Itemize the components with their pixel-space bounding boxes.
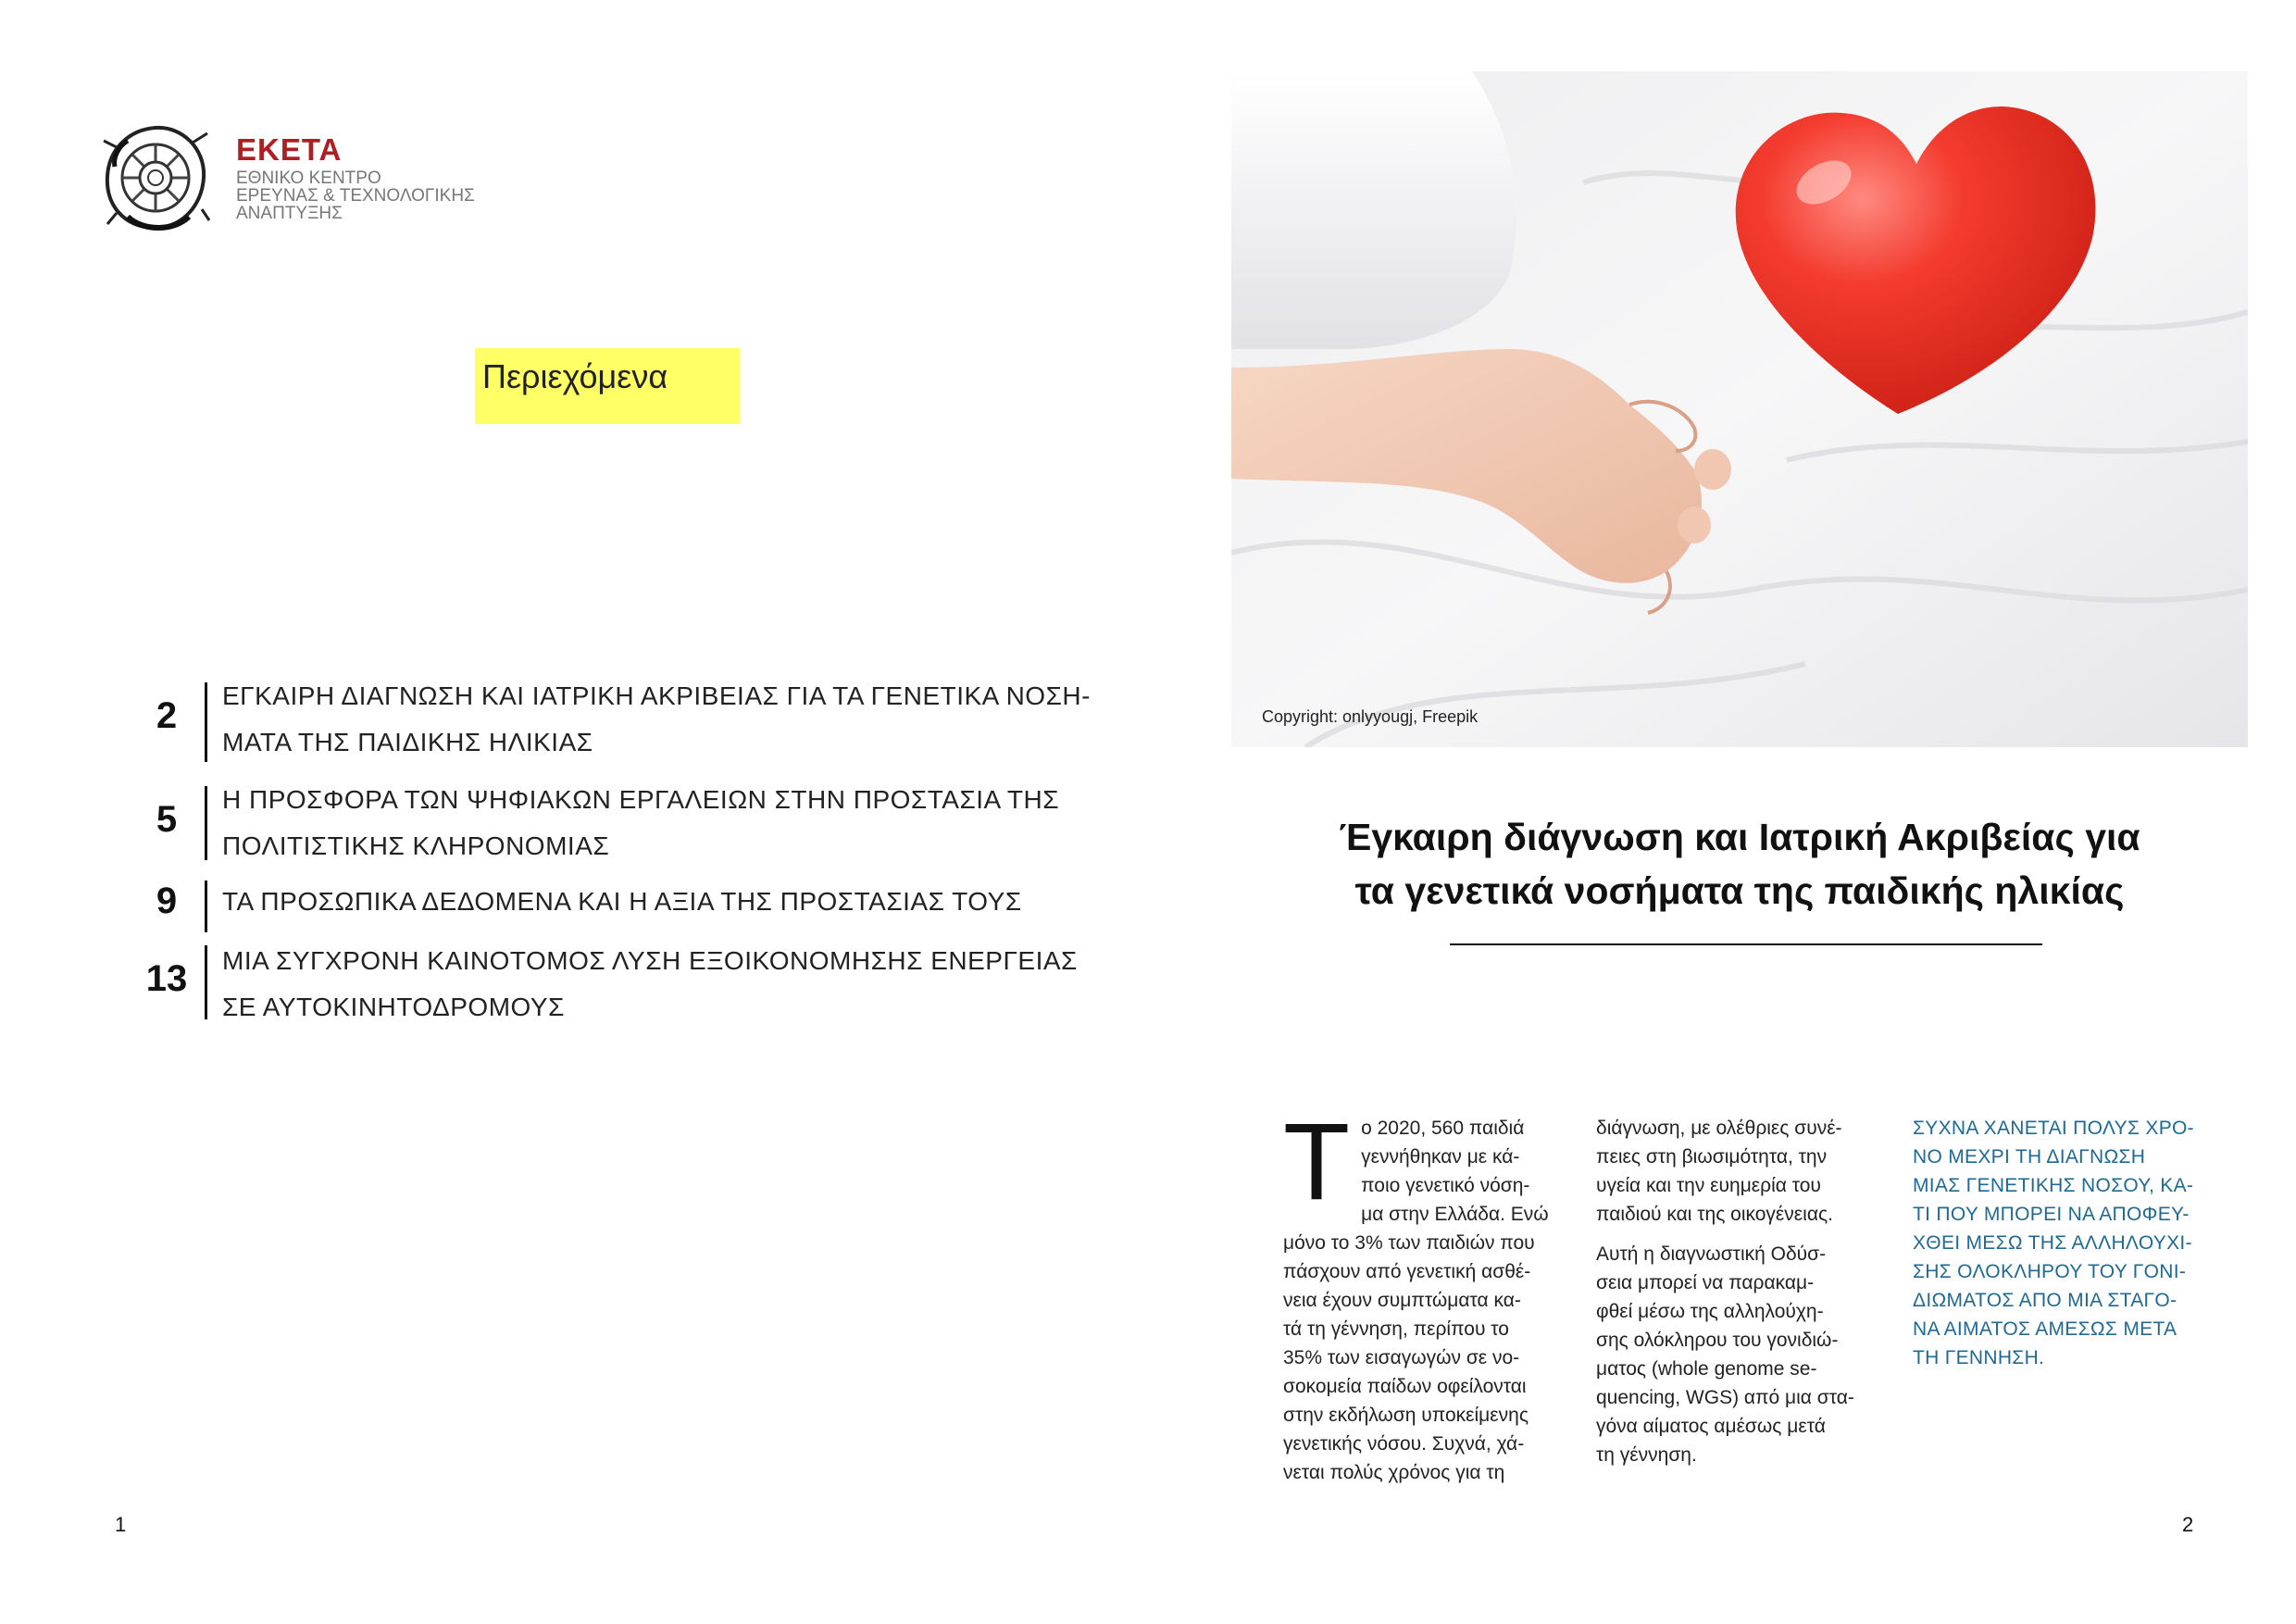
- article-line: σης ολόκληρου του γονιδιώ-: [1596, 1330, 1839, 1351]
- article-line: γενετικής νόσου. Συχνά, χά-: [1283, 1433, 1525, 1455]
- pull-quote-line: ΣΗΣ ΟΛΟΚΛΗΡΟΥ ΤΟΥ ΓΟΝΙ-: [1913, 1261, 2187, 1282]
- article-line: μα στην Ελλάδα. Ενώ: [1361, 1204, 1549, 1225]
- logo-line-3: ΑΝΑΠΤΥΞΗΣ: [236, 204, 343, 223]
- toc-entry-line-1: Η ΠΡΟΣΦΟΡΑ ΤΩΝ ΨΗΦΙΑΚΩΝ ΕΡΓΑΛΕΙΩΝ ΣΤΗΝ ΠΡΟΣΤΑΣΙΑ ΤΗΣ: [222, 785, 1060, 814]
- toc-item[interactable]: [130, 938, 1092, 1031]
- article-line: ματος (whole genome se-: [1596, 1358, 1817, 1380]
- toc-entry-line-2: ΠΟΛΙΤΙΣΤΙΚΗΣ ΚΛΗΡΟΝΟΜΙΑΣ: [222, 831, 610, 860]
- toc-entry-text: [222, 777, 1111, 869]
- toc-divider: [205, 682, 207, 762]
- article-line: υγεία και την ευημερία του: [1596, 1175, 1821, 1196]
- article-line: μόνο το 3% των παιδιών που: [1283, 1232, 1535, 1254]
- toc-page-number: 2: [156, 695, 178, 736]
- toc-divider: [205, 786, 207, 860]
- toc-entry-text: [222, 938, 1111, 1031]
- toc-entry-line-2: ΣΕ ΑΥΤΟΚΙΝΗΤΟΔΡΟΜΟΥΣ: [222, 993, 565, 1021]
- toc-entry-text: [222, 673, 1111, 766]
- article-line: φθεί μέσω της αλληλούχη-: [1596, 1301, 1824, 1322]
- toc-page-number: 13: [145, 958, 188, 999]
- article-column-2: [1596, 1114, 1872, 1480]
- article-line: στην εκδήλωση υποκείμενης: [1283, 1405, 1529, 1426]
- pull-quote-line: ΝΑ ΑΙΜΑΤΟΣ ΑΜΕΣΩΣ ΜΕΤΑ: [1913, 1318, 2177, 1340]
- article-paragraph: [1596, 1114, 1872, 1229]
- headline-line-2: τα γενετικά νοσήματα της παιδικής ηλικίας: [1354, 869, 2125, 912]
- toc-entry-line-2: ΜΑΤΑ ΤΗΣ ΠΑΙΔΙΚΗΣ ΗΛΙΚΙΑΣ: [222, 728, 593, 756]
- headline-rule: [1450, 943, 2042, 945]
- photo-credit: Copyright: onlyyougj, Freepik: [1262, 707, 1479, 726]
- article-line: σοκομεία παίδων οφείλονται: [1283, 1376, 1527, 1397]
- article-headline: [1231, 810, 2248, 918]
- baby-hand-heart-image: [1231, 71, 2248, 747]
- article-column-1: [1283, 1101, 1554, 1487]
- article-line: νεια έχουν συμπτώματα κα-: [1283, 1290, 1521, 1311]
- article-line: σεια μπορεί να παρακαμ-: [1596, 1272, 1815, 1293]
- article-line: τη γέννηση.: [1596, 1444, 1697, 1466]
- toc-entry-line-1: ΜΙΑ ΣΥΓΧΡΟΝΗ ΚΑΙΝΟΤΟΜΟΣ ΛΥΣΗ ΕΞΟΙΚΟΝΟΜΗΣΗΣ ΕΝΕΡΓΕΙΑΣ: [222, 946, 1078, 975]
- pull-quote-line: ΤΗ ΓΕΝΝΗΣΗ.: [1913, 1347, 2045, 1368]
- article-line: quencing, WGS) από μια στα-: [1596, 1387, 1854, 1408]
- page-number-left: 1: [115, 1513, 127, 1536]
- page-number-right: 2: [2182, 1513, 2194, 1536]
- toc-page-number: 9: [156, 881, 178, 921]
- article-line: γόνα αίματος αμέσως μετά: [1596, 1416, 1826, 1437]
- drop-cap: Τ: [1283, 1101, 1351, 1223]
- article-line: 35% των εισαγωγών σε νο-: [1283, 1347, 1520, 1368]
- toc-entry-text: [222, 879, 1111, 925]
- right-page: [1148, 0, 2296, 1624]
- article-paragraph: [1596, 1240, 1872, 1469]
- toc-entry-line-1: ΕΓΚΑΙΡΗ ΔΙΑΓΝΩΣΗ ΚΑΙ ΙΑΤΡΙΚΗ ΑΚΡΙΒΕΙΑΣ ΓΙΑ ΤΑ ΓΕΝΕΤΙΚΑ ΝΟΣΗ-: [222, 681, 1091, 710]
- pull-quote-line: ΣΥΧΝΑ ΧΑΝΕΤΑΙ ΠΟΛΥΣ ΧΡΟ-: [1913, 1118, 2194, 1139]
- logo-line-1: ΕΘΝΙΚΟ ΚΕΝΤΡΟ: [236, 169, 381, 188]
- toc-item[interactable]: [130, 777, 1092, 869]
- toc-item[interactable]: [130, 879, 1092, 934]
- logo-title: ΕΚΕΤΑ: [236, 132, 343, 167]
- ekita-logo: [100, 120, 489, 241]
- article-line: πειες στη βιωσιμότητα, την: [1596, 1146, 1828, 1168]
- pull-quote-line: ΔΙΩΜΑΤΟΣ ΑΠΟ ΜΙΑ ΣΤΑΓΟ-: [1913, 1290, 2177, 1311]
- headline-line-1: Έγκαιρη διάγνωση και Ιατρική Ακριβείας για: [1339, 816, 2140, 858]
- toc-divider: [205, 945, 207, 1019]
- article-line: Αυτή η διαγνωστική Οδύσ-: [1596, 1243, 1827, 1265]
- pull-quote-line: ΜΙΑΣ ΓΕΝΕΤΙΚΗΣ ΝΟΣΟΥ, ΚΑ-: [1913, 1175, 2194, 1196]
- logo-emblem-icon: [100, 120, 211, 235]
- cover-photo: [1231, 71, 2248, 747]
- article-line: γεννήθηκαν με κά-: [1361, 1146, 1520, 1168]
- toc-divider: [205, 881, 207, 932]
- pull-quote: [1913, 1114, 2218, 1372]
- article-line: τά τη γέννηση, περίπου το: [1283, 1318, 1509, 1340]
- toc-item[interactable]: [130, 673, 1092, 766]
- contents-title: Περιεχόμενα: [475, 348, 740, 424]
- pull-quote-line: ΤΙ ΠΟΥ ΜΠΟΡΕΙ ΝΑ ΑΠΟΦΕΥ-: [1913, 1204, 2190, 1225]
- article-line: ο 2020, 560 παιδιά: [1361, 1118, 1525, 1139]
- article-line: διάγνωση, με ολέθριες συνέ-: [1596, 1118, 1842, 1139]
- article-line: παιδιού και της οικογένειας.: [1596, 1204, 1833, 1225]
- article-line: πάσχουν από γενετική ασθέ-: [1283, 1261, 1531, 1282]
- pull-quote-line: ΝΟ ΜΕΧΡΙ ΤΗ ΔΙΑΓΝΩΣΗ: [1913, 1146, 2146, 1168]
- logo-line-2: ΕΡΕΥΝΑΣ & ΤΕΧΝΟΛΟΓΙΚΗΣ: [236, 186, 475, 206]
- toc-entry-line-1: ΤΑ ΠΡΟΣΩΠΙΚΑ ΔΕΔΟΜΕΝΑ ΚΑΙ Η ΑΞΙΑ ΤΗΣ ΠΡΟΣΤΑΣΙΑΣ ΤΟΥΣ: [222, 887, 1022, 916]
- toc-page-number: 5: [156, 799, 178, 840]
- pull-quote-line: ΧΘΕΙ ΜΕΣΩ ΤΗΣ ΑΛΛΗΛΟΥΧΙ-: [1913, 1232, 2192, 1254]
- article-line: νεται πολύς χρόνος για τη: [1283, 1462, 1505, 1483]
- article-line: ποιο γενετικό νόση-: [1361, 1175, 1530, 1196]
